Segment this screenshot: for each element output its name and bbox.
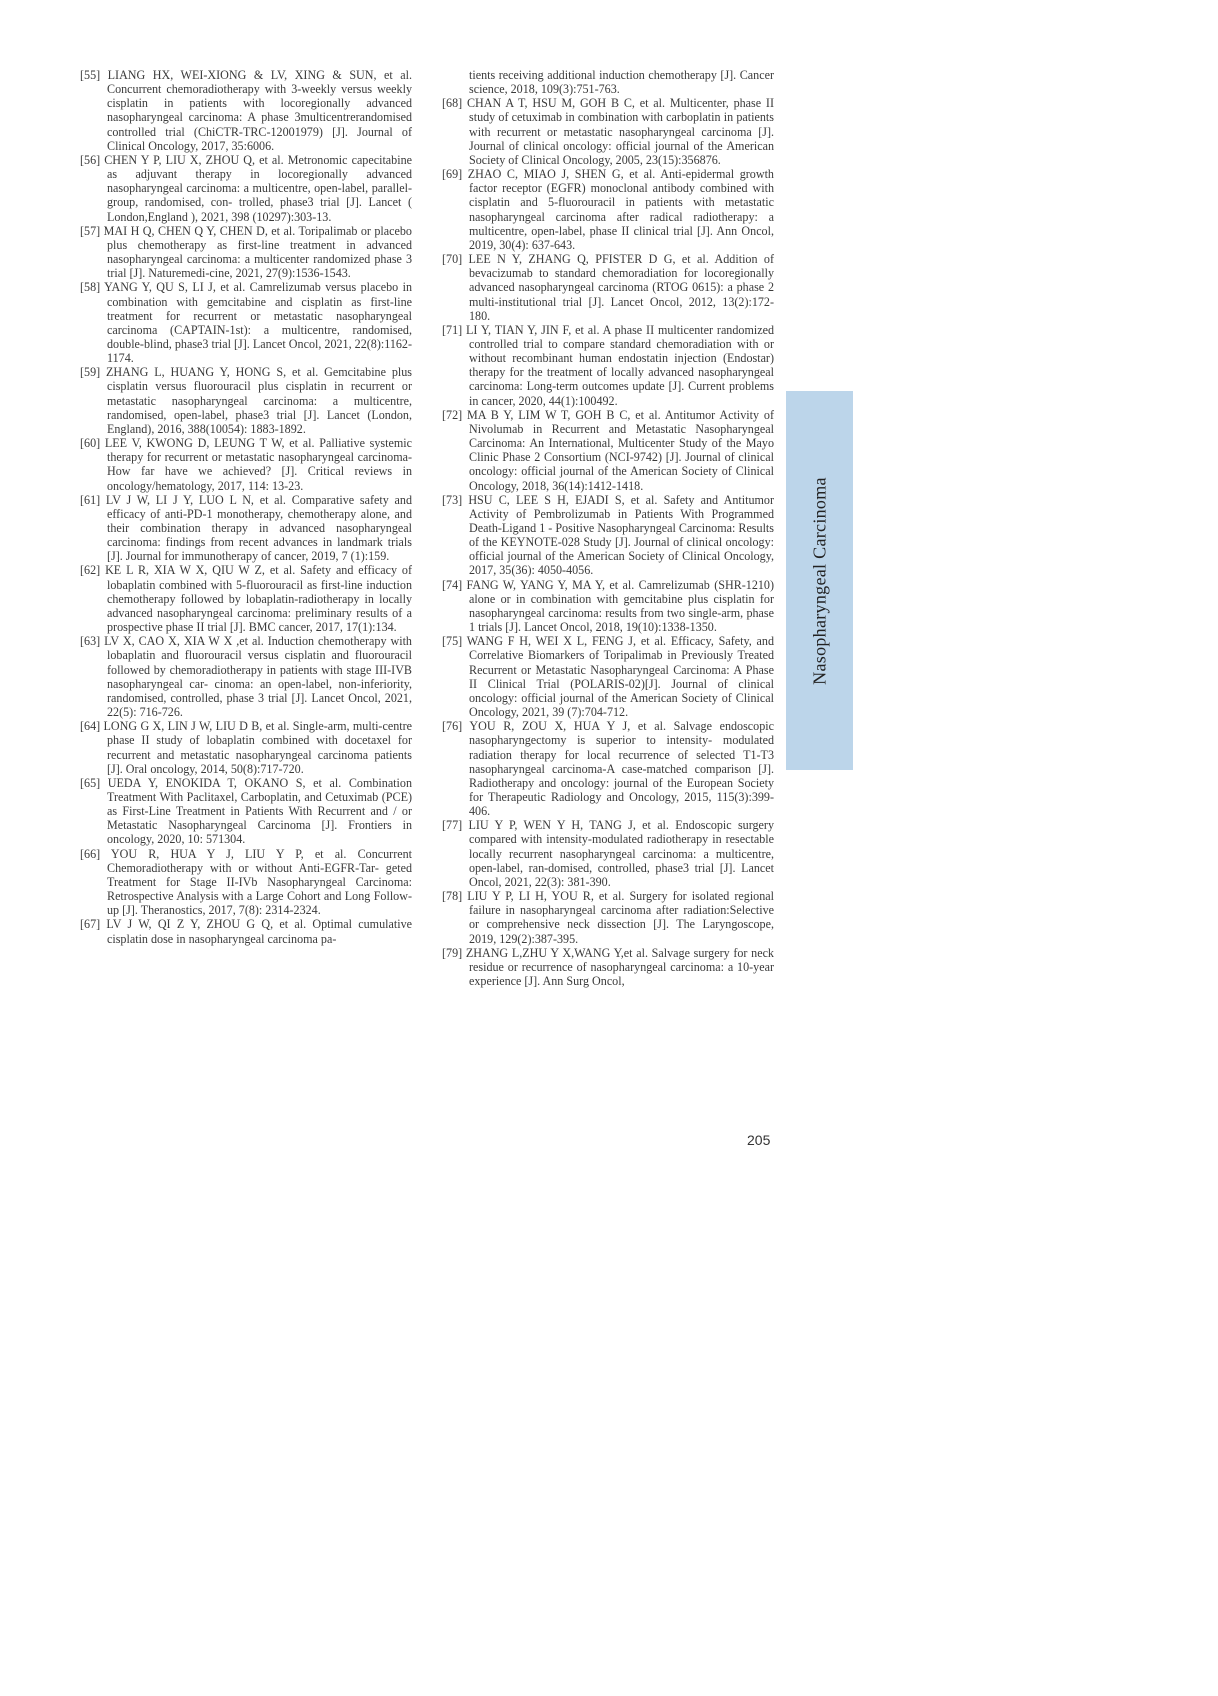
reference-number: [59] bbox=[80, 365, 101, 380]
reference-continuation: tients receiving additional induction chemotherapy [J]. Cancer science, 2018, 109(3):751-763. bbox=[469, 68, 774, 97]
reference-number: [70] bbox=[442, 252, 463, 267]
reference-item bbox=[442, 408, 774, 493]
reference-number: [73] bbox=[442, 492, 463, 507]
reference-text: LONG G X, LIN J W, LIU D B, et al. Single-arm, multi-centre phase II study of lobaplatin combined with docetaxel for recurrent and metastatic nasopharyngeal carcinoma patients [J]. Oral oncology, 2014, 50(8):717-720. bbox=[103, 719, 413, 776]
reference-item bbox=[80, 280, 412, 365]
reference-item bbox=[80, 493, 412, 564]
reference-item bbox=[80, 847, 412, 918]
reference-text: HSU C, LEE S H, EJADI S, et al. Safety and Antitumor Activity of Pembrolizumab in Patients With Programmed Death-Ligand 1 - Positive Nasopharyngeal Carcinoma: Results of the KEYNOTE-028 Study [J]. Journal of clinical oncology: official journal of the American Society of Clinical Oncology, 2017, 35(36): 4050-4056. bbox=[468, 492, 774, 578]
reference-item bbox=[80, 776, 412, 847]
reference-number: [78] bbox=[442, 889, 463, 904]
reference-column-left bbox=[80, 68, 412, 946]
reference-text: KE L R, XIA W X, QIU W Z, et al. Safety and efficacy of lobaplatin combined with 5-fluorouracil as first-line induction chemotherapy followed by lobaplatin-radiotherapy in locally advanced nasopharyngeal carcinoma: preliminary results of a prospective phase II trial [J]. BMC cancer, 2017, 17(1):134. bbox=[105, 563, 413, 635]
reference-item bbox=[80, 224, 412, 281]
reference-text: LV X, CAO X, XIA W X ,et al. Induction chemotherapy with lobaplatin and fluorouracil versus cisplatin and fluorouracil followed by chemoradiotherapy in patients with stage III-IVB nasopharyngeal car- cinoma: an open-label, non-inferiority, randomised, controlled, phase 3 trial [J]. Lancet Oncol, 2021, 22(5): 716-726. bbox=[104, 634, 412, 720]
reference-text: CHEN Y P, LIU X, ZHOU Q, et al. Metronomic capecitabine as adjuvant therapy in locoregionally advanced nasopharyngeal carcinoma: a multicentre, open-label, parallel-group, randomised, con- trolled, phase3 trial [J]. Lancet ( London,England ), 2021, 398 (10297):303-13. bbox=[104, 152, 413, 224]
reference-text: LIU Y P, WEN Y H, TANG J, et al. Endoscopic surgery compared with intensity-modulated radiotherapy in resectable locally recurrent nasopharyngeal carcinoma: a multicentre, open-label, ran-domised, controlled, phase3 trial [J]. Lancet Oncol, 2021, 22(3): 381-390. bbox=[468, 818, 774, 889]
reference-number: [64] bbox=[80, 719, 101, 734]
reference-number: [76] bbox=[442, 719, 463, 734]
section-side-tab-label: Nasopharyngeal Carcinoma bbox=[809, 476, 829, 685]
reference-text: UEDA Y, ENOKIDA T, OKANO S, et al. Combination Treatment With Paclitaxel, Carboplatin, and Cetuximab (PCE) as First-Line Treatment in Patients With Recurrent and / or Metastatic Nasopharyngeal Carcinoma [J]. Frontiers in oncology, 2020, 10: 571304. bbox=[107, 775, 412, 847]
reference-text: FANG W, YANG Y, MA Y, et al. Camrelizumab (SHR-1210) alone or in combination with gemcitabine plus cisplatin for nasopharyngeal carcinoma: results from two single-arm, phase 1 trials [J]. Lancet Oncol, 2018, 19(10):1338-1350. bbox=[466, 577, 775, 635]
reference-item bbox=[442, 96, 774, 167]
reference-text: LI Y, TIAN Y, JIN F, et al. A phase II multicenter randomized controlled trial to compare standard chemoradiation with or without recombinant human endostatin injection (Endostar) therapy for the treatment of locally advanced nasopharyngeal carcinoma: Long-term outcomes update [J]. Current problems in cancer, 2020, 44(1):100492. bbox=[466, 322, 775, 408]
reference-text: LIANG HX, WEI-XIONG & LV, XING & SUN, et al. Concurrent chemoradiotherapy with 3-weekly versus weekly cisplatin in patients with locoregionally advanced nasopharyngeal carcinoma: A phase 3multicentrerandomised controlled trial (ChiCTR-TRC-12001979) [J]. Journal of Clinical Oncology, 2017, 35:6006. bbox=[107, 68, 412, 153]
reference-number: [79] bbox=[442, 945, 463, 960]
reference-number: [58] bbox=[80, 280, 101, 295]
reference-item bbox=[442, 818, 774, 889]
reference-item bbox=[80, 436, 412, 493]
reference-text: LV J W, LI J Y, LUO L N, et al. Comparative safety and efficacy of anti-PD-1 monotherapy, chemotherapy alone, and their combination therapy in advanced nasopharyngeal carcinoma: findings from recent advances in landmark trials [J]. Journal for immunotherapy of cancer, 2019, 7 (1):159. bbox=[105, 492, 412, 564]
reference-text: YOU R, ZOU X, HUA Y J, et al. Salvage endoscopic nasopharyngectomy is superior to intensity- modulated radiation therapy for local recurrence of selected T1-T3 nasopharyngeal carcinoma-A case-matched comparison [J]. Radiotherapy and oncology: journal of the European Society for Therapeutic Radiology and Oncology, 2015, 115(3):399-406. bbox=[469, 719, 774, 819]
reference-item bbox=[80, 634, 412, 719]
reference-number: [72] bbox=[442, 407, 463, 422]
reference-number: [56] bbox=[80, 152, 101, 167]
reference-text: LIU Y P, LI H, YOU R, et al. Surgery for isolated regional failure in nasopharyngeal carcinoma after radiation:Selective or comprehensive neck dissection [J]. The Laryngoscope, 2019, 129(2):387-395. bbox=[467, 889, 774, 946]
reference-item bbox=[442, 167, 774, 252]
reference-number: [60] bbox=[80, 436, 101, 451]
reference-text: LEE V, KWONG D, LEUNG T W, et al. Palliative systemic therapy for recurrent or metastatic nasopharyngeal carcinoma-How far have we achieved? [J]. Critical reviews in oncology/hematology, 2017, 114: 13-23. bbox=[104, 436, 412, 493]
reference-item bbox=[442, 252, 774, 323]
reference-item bbox=[442, 634, 774, 719]
section-side-tab bbox=[786, 391, 853, 770]
page-number: 205 bbox=[747, 1132, 771, 1148]
reference-item bbox=[442, 323, 774, 408]
reference-item bbox=[80, 563, 412, 634]
reference-number: [68] bbox=[442, 96, 463, 111]
reference-number: [71] bbox=[442, 322, 463, 337]
reference-item bbox=[442, 578, 774, 635]
reference-number: [61] bbox=[80, 492, 101, 507]
reference-item bbox=[80, 153, 412, 224]
reference-number: [63] bbox=[80, 634, 101, 649]
reference-text: ZHANG L, HUANG Y, HONG S, et al. Gemcitabine plus cisplatin versus fluorouracil plus cisplatin in recurrent or metastatic nasopharyngeal carcinoma: a multicentre, randomised, open-label, phase3 trial [J]. Lancet (London, England), 2016, 388(10054): 1883-1892. bbox=[106, 365, 412, 436]
reference-text: MA B Y, LIM W T, GOH B C, et al. Antitumor Activity of Nivolumab in Recurrent and Metastatic Nasopharyngeal Carcinoma: An International, Multicenter Study of the Mayo Clinic Phase 2 Consortium (NCI-9742) [J]. Journal of clinical oncology: official journal of the American Society of Clinical Oncology, 2018, 36(14):1412-1418. bbox=[467, 407, 774, 493]
reference-text: WANG F H, WEI X L, FENG J, et al. Efficacy, Safety, and Correlative Biomarkers of Toripalimab in Previously Treated Recurrent or Metastatic Nasopharyngeal Carcinoma: A Phase II Clinical Trial (POLARIS-02)[J]. Journal of clinical oncology: official journal of the American Society of Clinical Oncology, 2021, 39 (7):704-712. bbox=[466, 634, 774, 720]
reference-text: ZHAO C, MIAO J, SHEN G, et al. Anti-epidermal growth factor receptor (EGFR) monoclonal antibody combined with cisplatin and 5-fluorouracil in patients with metastatic nasopharyngeal carcinoma after radical radiotherapy: a multicentre, open-label, phase II clinical trial [J]. Ann Oncol, 2019, 30(4): 637-643. bbox=[467, 167, 774, 252]
reference-number: [66] bbox=[80, 846, 101, 861]
reference-item bbox=[442, 889, 774, 946]
reference-item bbox=[80, 365, 412, 436]
reference-text: CHAN A T, HSU M, GOH B C, et al. Multicenter, phase II study of cetuximab in combination with carboplatin in patients with recurrent or metastatic nasopharyngeal carcinoma [J]. Journal of clinical oncology: official journal of the American Society of Clinical Oncology, 2005, 23(15):356876. bbox=[466, 96, 774, 167]
reference-number: [74] bbox=[442, 577, 463, 592]
reference-number: [77] bbox=[442, 818, 463, 833]
reference-item bbox=[442, 719, 774, 818]
reference-number: [69] bbox=[442, 167, 463, 182]
reference-item bbox=[442, 493, 774, 578]
reference-item bbox=[442, 946, 774, 988]
reference-text: LEE N Y, ZHANG Q, PFISTER D G, et al. Addition of bevacizumab to standard chemoradiation for locoregionally advanced nasopharyngeal carcinoma (RTOG 0615): a phase 2 multi-institutional trial [J]. Lancet Oncol, 2012, 13(2):172-180. bbox=[468, 252, 774, 323]
reference-item bbox=[80, 917, 412, 945]
reference-text: MAI H Q, CHEN Q Y, CHEN D, et al. Toripalimab or placebo plus chemotherapy as first-line treatment in advanced nasopharyngeal carcinoma: a multicenter randomized phase 3 trial [J]. Naturemedi-cine, 2021, 27(9):1536-1543. bbox=[103, 223, 412, 281]
reference-text: YOU R, HUA Y J, LIU Y P, et al. Concurrent Chemoradiotherapy with or without Anti-EGFR-Tar- geted Treatment for Stage II-IVb Nasopharyngeal Carcinoma: Retrospective Analysis with a Large Cohort and Long Follow-up [J]. Theranostics, 2017, 7(8): 2314-2324. bbox=[107, 846, 412, 918]
reference-text: LV J W, QI Z Y, ZHOU G Q, et al. Optimal cumulative cisplatin dose in nasopharyngeal carcinoma pa- bbox=[106, 917, 412, 946]
reference-number: [75] bbox=[442, 634, 463, 649]
reference-item bbox=[80, 68, 412, 153]
reference-number: [57] bbox=[80, 223, 101, 238]
reference-number: [67] bbox=[80, 917, 101, 932]
reference-number: [55] bbox=[80, 68, 101, 82]
reference-text: YANG Y, QU S, LI J, et al. Camrelizumab versus placebo in combination with gemcitabine and cisplatin as first-line treatment for recurrent or metastatic nasopharyngeal carcinoma (CAPTAIN-1st): a multicentre, randomised, double-blind, phase3 trial [J]. Lancet Oncol, 2021, 22(8):1162-1174. bbox=[104, 280, 412, 366]
reference-number: [62] bbox=[80, 563, 101, 578]
reference-column-right bbox=[442, 68, 774, 988]
reference-number: [65] bbox=[80, 775, 101, 790]
reference-text: ZHANG L,ZHU Y X,WANG Y,et al. Salvage surgery for neck residue or recurrence of nasopharyngeal carcinoma: a 10-year experience [J]. Ann Surg Oncol, bbox=[465, 945, 774, 988]
reference-item bbox=[80, 719, 412, 776]
